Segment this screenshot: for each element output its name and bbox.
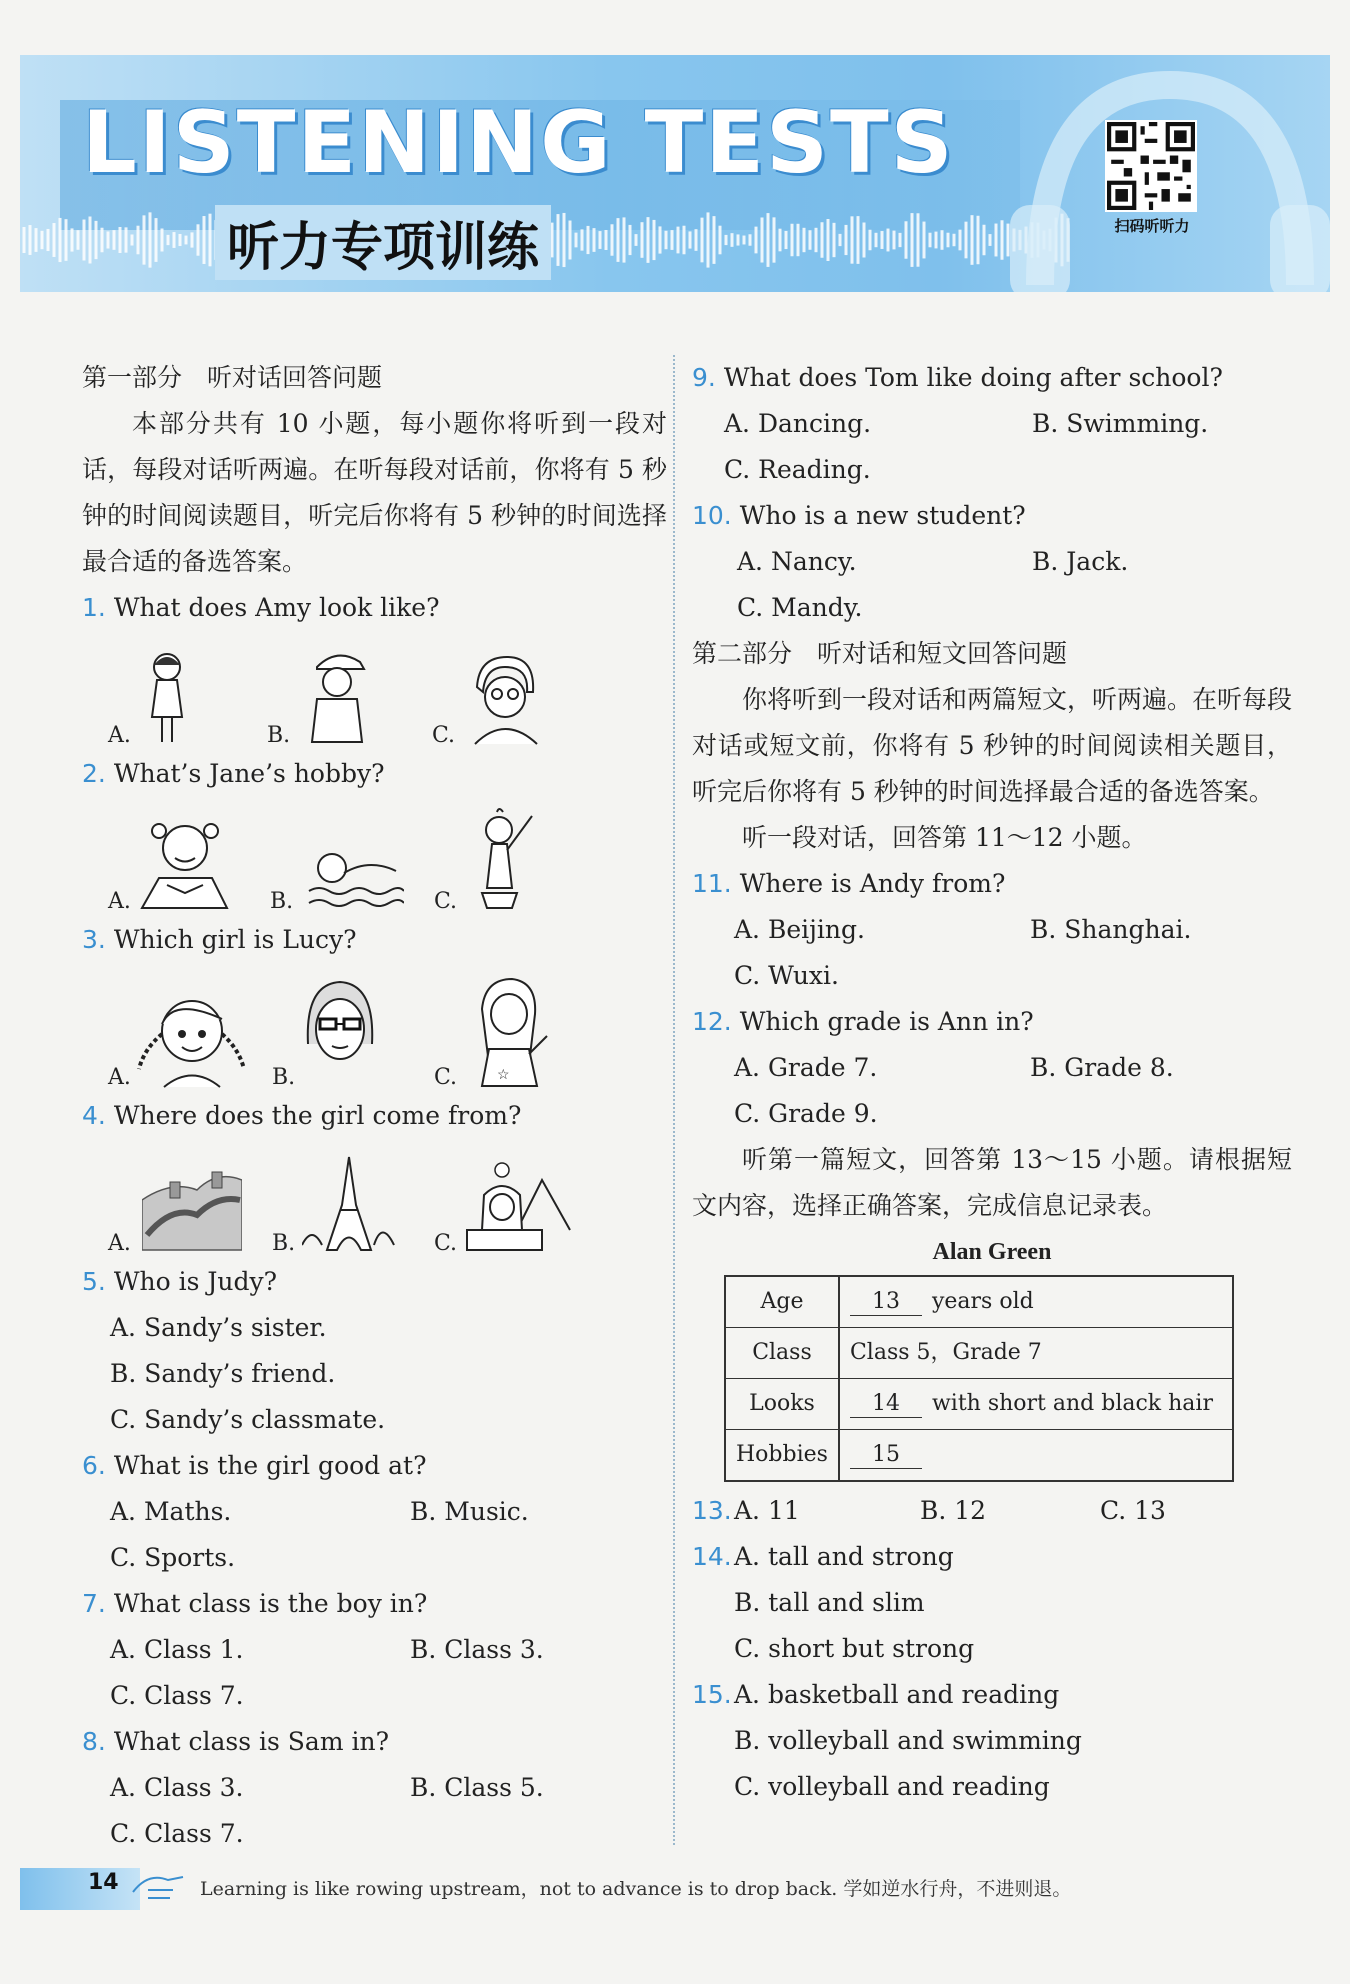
- option-b[interactable]: B.: [272, 1231, 296, 1256]
- question-number: 10.: [692, 501, 732, 530]
- question-number: 5.: [82, 1267, 106, 1296]
- option-b[interactable]: B.: [272, 1065, 296, 1090]
- option-b[interactable]: B. Shanghai.: [1030, 915, 1192, 944]
- option-b[interactable]: B. 12: [920, 1496, 987, 1525]
- part2-title: 第二部分 听对话和短文回答问题: [692, 639, 1068, 668]
- picture-options-4: [82, 1139, 667, 1259]
- question-number: 14.: [692, 1542, 732, 1571]
- option-b[interactable]: B. Jack.: [1032, 547, 1129, 576]
- question-number: 8.: [82, 1727, 106, 1756]
- option-a[interactable]: A.: [108, 1065, 131, 1090]
- question-3: [82, 917, 667, 963]
- row-value: Class 5，Grade 7: [839, 1328, 1233, 1379]
- option-c[interactable]: C.: [434, 1065, 458, 1090]
- dialogue-note: 听一段对话，回答第 11～12 小题。: [742, 823, 1147, 852]
- column-divider: [673, 355, 675, 1845]
- question-number: 3.: [82, 925, 106, 954]
- row-value: [839, 1430, 1233, 1482]
- option-a[interactable]: A. Maths.: [110, 1497, 232, 1526]
- question-text: What class is the boy in?: [113, 1589, 428, 1618]
- passage-note: 听第一篇短文，回答第 13～15 小题。请根据短文内容，选择正确答案，完成信息记录表。: [692, 1145, 1292, 1220]
- option-row: [692, 539, 1292, 585]
- info-record-table: [724, 1275, 1234, 1482]
- option-b[interactable]: B. volleyball and swimming: [734, 1726, 1082, 1755]
- option-c[interactable]: C. Reading.: [724, 455, 871, 484]
- picture-options-3: [82, 963, 667, 1093]
- question-text: Where is Andy from?: [739, 869, 1006, 898]
- option-a[interactable]: A. Class 3.: [110, 1773, 244, 1802]
- picture-options-2: [82, 797, 667, 917]
- option-b[interactable]: B.: [270, 889, 294, 914]
- picture-options-1: [82, 631, 667, 751]
- girl-with-braids-picture: [134, 989, 249, 1089]
- blank-field[interactable]: 14: [850, 1391, 922, 1418]
- qr-code[interactable]: [1105, 120, 1197, 212]
- qr-label: 扫码听听力: [1114, 217, 1190, 235]
- row-value: [839, 1379, 1233, 1430]
- option-row: [692, 585, 1292, 631]
- question-7: [82, 1581, 667, 1627]
- girl-with-glasses-picture: [300, 974, 380, 1089]
- footer-motto: Learning is like rowing upstream，not to advance is to drop back. 学如逆水行舟，不进则退。: [200, 1878, 1072, 1900]
- swimmer-picture: [304, 843, 404, 913]
- option-c[interactable]: C.: [434, 889, 458, 914]
- question-number: 12.: [692, 1007, 732, 1036]
- option-a[interactable]: A. tall and strong: [734, 1542, 954, 1571]
- qr-code-icon: [1107, 122, 1195, 210]
- table-row: [725, 1430, 1233, 1482]
- option-b[interactable]: B. Class 5.: [410, 1773, 544, 1802]
- option-row: [692, 1580, 1292, 1626]
- question-11: [692, 861, 1292, 907]
- option-c[interactable]: C. Sandy’s classmate.: [110, 1405, 386, 1434]
- question-text: What’s Jane’s hobby?: [113, 759, 385, 788]
- option-row: [82, 1535, 667, 1581]
- table-title: Alan Green: [932, 1239, 1052, 1265]
- option-b[interactable]: B. Swimming.: [1032, 409, 1209, 438]
- question-number: 15.: [692, 1680, 732, 1709]
- option-c[interactable]: C. Sports.: [110, 1543, 236, 1572]
- question-6: [82, 1443, 667, 1489]
- option-c[interactable]: C. Grade 9.: [734, 1099, 878, 1128]
- question-text: Which girl is Lucy?: [113, 925, 357, 954]
- girl-with-headscarf-picture: [467, 974, 552, 1089]
- option-c[interactable]: C. Class 7.: [110, 1819, 244, 1848]
- part1-title: 第一部分 听对话回答问题: [82, 363, 383, 392]
- question-text: Which grade is Ann in?: [739, 1007, 1034, 1036]
- option-row: [692, 401, 1292, 447]
- option-a[interactable]: A. 11: [734, 1496, 800, 1525]
- option-a[interactable]: A. Nancy.: [737, 547, 857, 576]
- row-label: Age: [725, 1276, 839, 1328]
- option-row: [82, 1351, 667, 1397]
- question-text: What is the girl good at?: [113, 1451, 427, 1480]
- blank-field[interactable]: 15: [850, 1442, 922, 1469]
- sphinx-pyramid-picture: [462, 1155, 572, 1255]
- question-number: 11.: [692, 869, 732, 898]
- question-text: Who is Judy?: [113, 1267, 278, 1296]
- part1-instructions: 本部分共有 10 小题，每小题你将听到一段对话，每段对话听两遍。在听每段对话前，你将有 5 秒钟的时间阅读题目，听完后你将有 5 秒钟的时间选择最合适的备选答案。: [82, 409, 667, 576]
- svg-text:☆: ☆: [497, 1067, 510, 1083]
- short-girl-picture: [142, 647, 192, 747]
- option-a[interactable]: A.: [108, 1231, 131, 1256]
- banner-subtitle: 听力专项训练: [215, 205, 551, 280]
- option-row: [82, 1765, 667, 1811]
- option-row: [82, 1627, 667, 1673]
- option-b[interactable]: B. Class 3.: [410, 1635, 544, 1664]
- question-14: [692, 1534, 1292, 1580]
- option-row: [692, 447, 1292, 493]
- rowing-hand-icon: [128, 1862, 188, 1912]
- row-label: Class: [725, 1328, 839, 1379]
- banner-title: LISTENING TESTS: [82, 93, 955, 193]
- option-row: [692, 1764, 1292, 1810]
- option-b[interactable]: B. Sandy’s friend.: [110, 1359, 336, 1388]
- question-12: [692, 999, 1292, 1045]
- right-column: [692, 355, 1292, 1810]
- option-row: [82, 1305, 667, 1351]
- question-15: [692, 1672, 1292, 1718]
- boy-with-cap-picture: [302, 647, 372, 747]
- table-row: [725, 1276, 1233, 1328]
- question-5: [82, 1259, 667, 1305]
- option-c[interactable]: C.: [434, 1231, 458, 1256]
- question-10: [692, 493, 1292, 539]
- option-c[interactable]: C. short but strong: [734, 1634, 975, 1663]
- eiffel-tower-picture: [302, 1155, 397, 1255]
- option-b[interactable]: B. Music.: [410, 1497, 529, 1526]
- woman-with-glasses-picture: [467, 652, 542, 747]
- question-number: 13.: [692, 1496, 732, 1525]
- option-a[interactable]: A. Dancing.: [724, 409, 872, 438]
- great-wall-picture: [142, 1160, 242, 1255]
- question-number: 2.: [82, 759, 106, 788]
- option-row: [82, 1811, 667, 1857]
- question-text: What does Tom like doing after school?: [723, 363, 1223, 392]
- option-row: [692, 953, 1292, 999]
- dancer-picture: [467, 808, 537, 913]
- option-a[interactable]: A.: [108, 723, 131, 748]
- page-number: 14: [88, 1870, 119, 1895]
- question-13: [692, 1488, 1292, 1534]
- option-c[interactable]: C. Wuxi.: [734, 961, 839, 990]
- girl-reading-picture: [137, 813, 232, 913]
- option-a[interactable]: A. Sandy’s sister.: [110, 1313, 327, 1342]
- option-b[interactable]: B. tall and slim: [734, 1588, 925, 1617]
- row-value-text: years old: [931, 1289, 1034, 1314]
- option-row: [692, 1045, 1292, 1091]
- row-value: [839, 1276, 1233, 1328]
- question-number: 1.: [82, 593, 106, 622]
- option-b[interactable]: B.: [267, 723, 291, 748]
- question-text: Who is a new student?: [739, 501, 1026, 530]
- row-label: Hobbies: [725, 1430, 839, 1482]
- question-number: 9.: [692, 363, 716, 392]
- table-row: [725, 1328, 1233, 1379]
- option-c[interactable]: C. Mandy.: [737, 593, 863, 622]
- left-column: [82, 355, 667, 1857]
- option-row: [82, 1673, 667, 1719]
- row-value-text: with short and black hair: [931, 1391, 1213, 1416]
- question-2: [82, 751, 667, 797]
- question-9: [692, 355, 1292, 401]
- option-c[interactable]: C. volleyball and reading: [734, 1772, 1050, 1801]
- page-number-tab: [20, 1868, 140, 1910]
- option-row: [692, 1718, 1292, 1764]
- question-text: What class is Sam in?: [113, 1727, 389, 1756]
- option-row: [692, 1091, 1292, 1137]
- question-1: [82, 585, 667, 631]
- question-text: What does Amy look like?: [113, 593, 440, 622]
- question-number: 6.: [82, 1451, 106, 1480]
- option-c[interactable]: C. 13: [1100, 1496, 1166, 1525]
- option-b[interactable]: B. Grade 8.: [1030, 1053, 1174, 1082]
- question-text: Where does the girl come from?: [113, 1101, 522, 1130]
- row-label: Looks: [725, 1379, 839, 1430]
- blank-field[interactable]: 13: [850, 1289, 922, 1316]
- question-number: 4.: [82, 1101, 106, 1130]
- question-8: [82, 1719, 667, 1765]
- question-number: 7.: [82, 1589, 106, 1618]
- option-c[interactable]: C.: [432, 723, 456, 748]
- option-row: [692, 1626, 1292, 1672]
- option-c[interactable]: C. Class 7.: [110, 1681, 244, 1710]
- option-row: [82, 1489, 667, 1535]
- option-a[interactable]: A.: [108, 889, 131, 914]
- question-4: [82, 1093, 667, 1139]
- option-a[interactable]: A. Grade 7.: [734, 1053, 878, 1082]
- table-row: [725, 1379, 1233, 1430]
- option-a[interactable]: A. Beijing.: [734, 915, 865, 944]
- option-row: [692, 907, 1292, 953]
- header-banner: [20, 55, 1330, 292]
- part2-instructions: 你将听到一段对话和两篇短文，听两遍。在听每段对话或短文前，你将有 5 秒钟的时间阅读相关题目，听完后你将有 5 秒钟的时间选择最合适的备选答案。: [692, 685, 1293, 806]
- option-a[interactable]: A. Class 1.: [110, 1635, 244, 1664]
- option-row: [82, 1397, 667, 1443]
- option-a[interactable]: A. basketball and reading: [734, 1680, 1060, 1709]
